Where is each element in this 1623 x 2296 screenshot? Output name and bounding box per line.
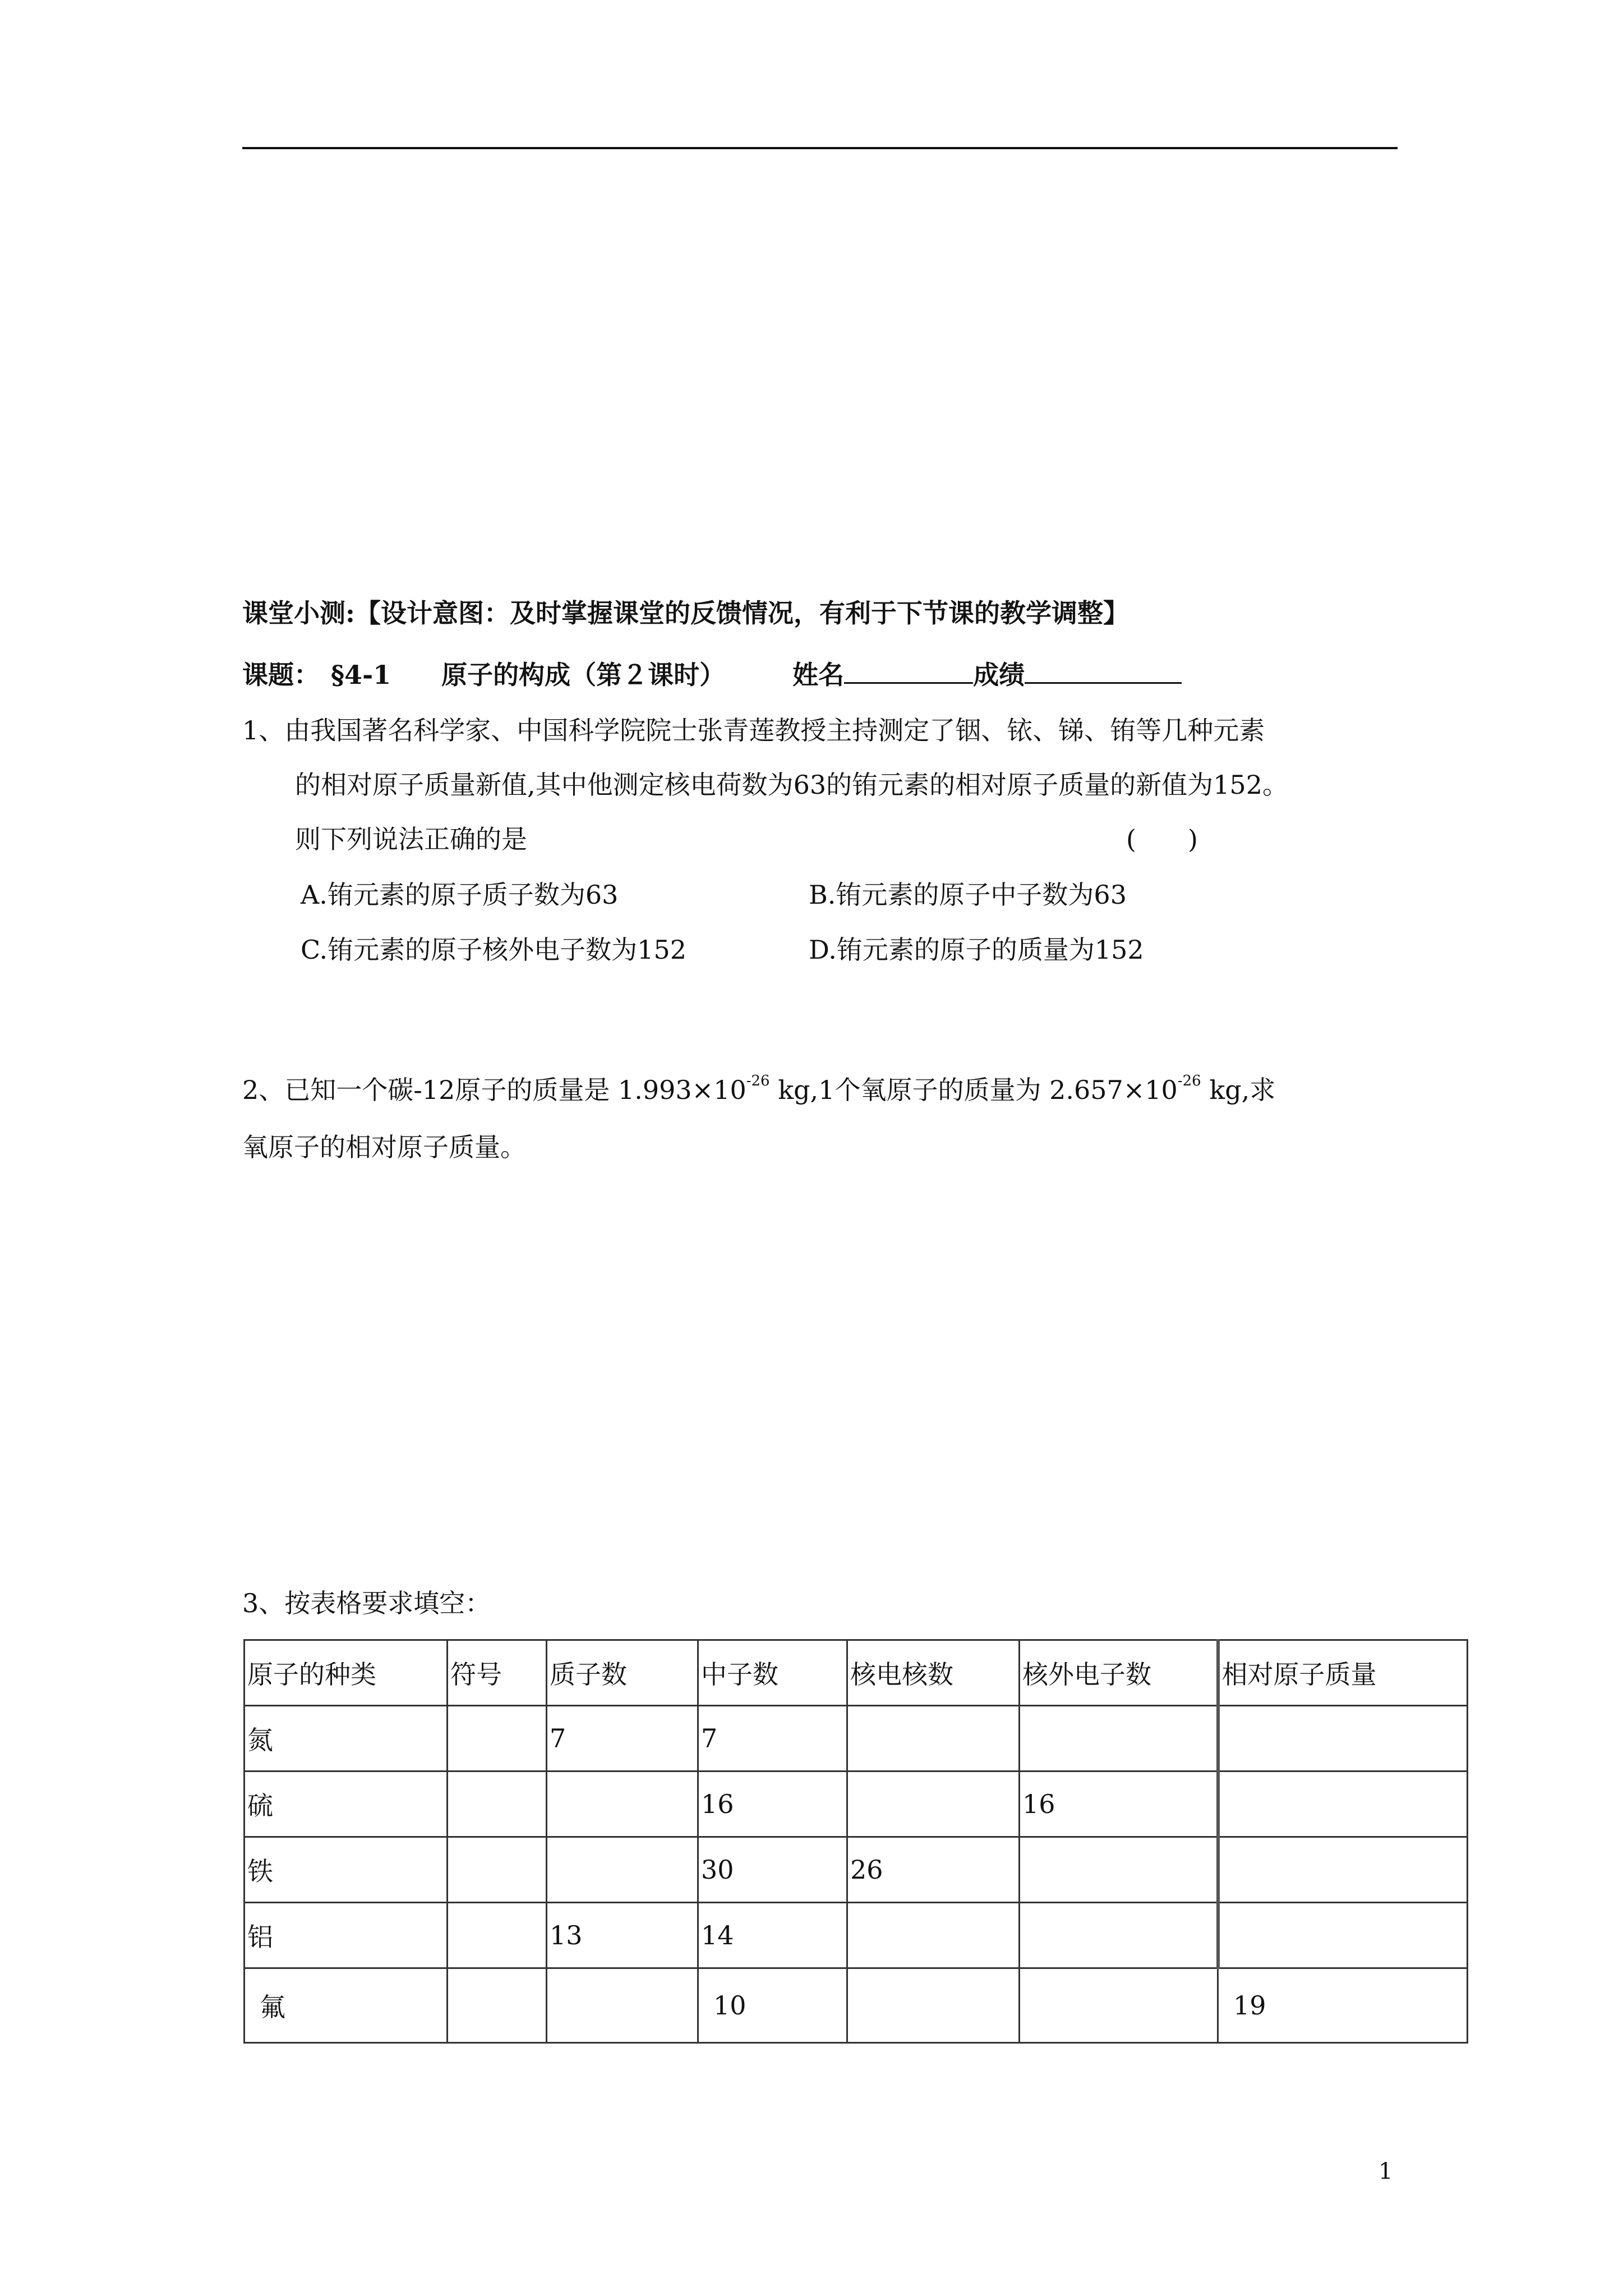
cell-protons[interactable] — [547, 1837, 698, 1903]
q3-table — [243, 1639, 1468, 2044]
cell-neutrons: 30 — [698, 1837, 847, 1903]
cell-relative-mass[interactable] — [1218, 1903, 1468, 1968]
score-blank[interactable] — [1025, 657, 1182, 684]
quiz-title: 课堂小测:【设计意图：及时掌握课堂的反馈情况，有利于下节课的教学调整】 — [242, 598, 1129, 628]
topic-section: §4-1 — [331, 660, 391, 690]
header-cell-protons: 质子数 — [547, 1640, 698, 1706]
cell-relative-mass[interactable] — [1218, 1837, 1468, 1903]
q1-line2: 的相对原子质量新值,其中他测定核电荷数为63的铕元素的相对原子质量的新值为152。 — [295, 770, 1288, 800]
q2-text-part3: kg,求 — [1201, 1075, 1276, 1105]
q1-option-a: A.铕元素的原子质子数为63 — [301, 880, 619, 910]
cell-relative-mass[interactable] — [1218, 1772, 1468, 1837]
page-number: 1 — [1378, 2159, 1393, 2184]
name-blank[interactable] — [844, 657, 973, 684]
cell-nuclear-charge[interactable] — [847, 1772, 1020, 1837]
topic-name: 原子的构成（第２课时） — [441, 660, 726, 690]
cell-neutrons: 16 — [698, 1772, 847, 1837]
cell-protons: 7 — [547, 1706, 698, 1772]
q2-line2: 氧原子的相对原子质量。 — [242, 1132, 526, 1162]
q2-exponent-1: -26 — [746, 1073, 770, 1089]
header-cell-nuclear-charge: 核电核数 — [847, 1640, 1020, 1706]
q1-option-b: B.铕元素的原子中子数为63 — [809, 880, 1127, 910]
cell-nuclear-charge[interactable] — [847, 1968, 1020, 2043]
name-label: 姓名 — [792, 660, 845, 690]
cell-symbol[interactable] — [448, 1772, 547, 1837]
header-cell-relative-mass: 相对原子质量 — [1218, 1640, 1468, 1706]
cell-symbol[interactable] — [448, 1968, 547, 2043]
q1-line1: 1、由我国著名科学家、中国科学院院士张青莲教授主持测定了铟、铱、锑、铕等几种元素 — [242, 715, 1265, 746]
table-header-row — [245, 1640, 1468, 1706]
q2-text-part1: 2、已知一个碳-12原子的质量是 1.993×10 — [242, 1075, 746, 1105]
header-cell-type: 原子的种类 — [245, 1640, 448, 1706]
cell-neutrons: 14 — [698, 1903, 847, 1968]
cell-neutrons: 7 — [698, 1706, 847, 1772]
cell-element: 硫 — [245, 1772, 448, 1837]
cell-protons: 13 — [547, 1903, 698, 1968]
q2-exponent-2: -26 — [1177, 1073, 1201, 1089]
q2-text-part2: kg,1个氧原子的质量为 2.657×10 — [769, 1075, 1178, 1105]
header-rule — [242, 147, 1398, 149]
header-cell-symbol: 符号 — [448, 1640, 547, 1706]
cell-electrons[interactable] — [1020, 1968, 1218, 2043]
cell-symbol[interactable] — [448, 1706, 547, 1772]
cell-nuclear-charge[interactable] — [847, 1706, 1020, 1772]
cell-electrons[interactable] — [1020, 1903, 1218, 1968]
table-row — [245, 1968, 1468, 2043]
header-cell-neutrons: 中子数 — [698, 1640, 847, 1706]
header-cell-electrons: 核外电子数 — [1020, 1640, 1218, 1706]
cell-electrons[interactable] — [1020, 1706, 1218, 1772]
cell-element: 铝 — [245, 1903, 448, 1968]
cell-electrons[interactable] — [1020, 1837, 1218, 1903]
q1-option-d: D.铕元素的原子的质量为152 — [809, 935, 1144, 965]
cell-element: 铁 — [245, 1837, 448, 1903]
q2-line1 — [242, 1073, 1275, 1107]
cell-protons[interactable] — [547, 1772, 698, 1837]
table-row — [245, 1837, 1468, 1903]
cell-nuclear-charge[interactable] — [847, 1903, 1020, 1968]
cell-relative-mass: 19 — [1218, 1968, 1468, 2043]
cell-element: 氟 — [245, 1968, 448, 2043]
table-row — [245, 1706, 1468, 1772]
table-row — [245, 1903, 1468, 1968]
topic-label: 课题： — [242, 660, 320, 690]
cell-element: 氮 — [245, 1706, 448, 1772]
cell-symbol[interactable] — [448, 1903, 547, 1968]
q3-title: 3、按表格要求填空： — [242, 1588, 491, 1618]
cell-symbol[interactable] — [448, 1837, 547, 1903]
score-label: 成绩 — [973, 660, 1025, 690]
cell-nuclear-charge: 26 — [847, 1837, 1020, 1903]
cell-neutrons: 10 — [698, 1968, 847, 2043]
cell-protons[interactable] — [547, 1968, 698, 2043]
table-row — [245, 1772, 1468, 1837]
topic-line — [242, 657, 1182, 692]
q1-answer-paren[interactable]: ( ) — [1126, 824, 1198, 854]
cell-relative-mass[interactable] — [1218, 1706, 1468, 1772]
q1-line3: 则下列说法正确的是 — [295, 824, 527, 854]
q1-option-c: C.铕元素的原子核外电子数为152 — [301, 935, 686, 965]
cell-electrons: 16 — [1020, 1772, 1218, 1837]
